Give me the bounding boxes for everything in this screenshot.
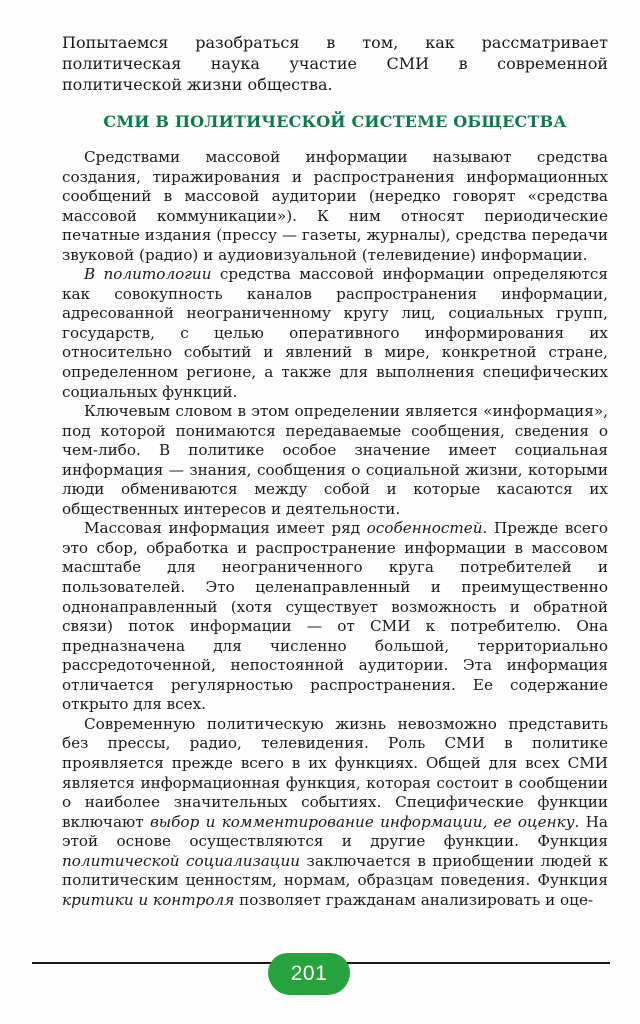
paragraph-text: позволяет гражданам анализировать и оце- <box>234 890 594 909</box>
paragraph-key-word-information: Ключевым словом в этом определении является «информация», под которой понимаются передаваемые сообщения, сведения о чем-либо. В политике особое значение имеет социальная информация — знания, сообщения о социальной жизни, которыми люди обмениваются между собой и которые касаются их общественных интересов и деятельности. <box>62 402 608 518</box>
paragraph-text: Массовая информация имеет ряд <box>84 519 367 538</box>
paragraph-mass-information-features <box>62 519 608 714</box>
paragraph-text: средства массовой информации определяются как совокупность каналов распространения информации, адресованной неограниченному кругу лиц, социальных групп, государств, с целью оперативного информирования их относительно событий и явлений в мире, конкретной стране, определенном регионе, а также для выполнения специфических социальных функций. <box>62 265 608 401</box>
intro-paragraph: Попытаемся разобраться в том, как рассматривает политическая наука участие СМИ в современной политической жизни общества. <box>62 33 608 94</box>
paragraph-text: заключается в приобщении людей к политическим ценностям, нормам, образцам поведения. Функция <box>62 851 608 890</box>
paragraph-mass-media-definition: Средствами массовой информации называют средства создания, тиражирования и распространения информационных сообщений в массовой аудитории (нередко говорят «средства массовой коммуникации»). К ним относят периодические печатные издания (прессу — газеты, журналы), средства передачи звуковой (радио) и аудиовизуальной (телевидение) информации. <box>62 148 608 264</box>
paragraph-text: Прежде всего это сбор, обработка и распространение информации в массовом масштабе для неограниченного круга потребителей и пользователей. Это целенаправленный и преимущественно однонаправленный (хотя существует возможность и обратной связи) поток информации — от СМИ к потребителю. Она предназначена для численно большой, территориально рассредоточенной, непостоянной аудитории. Эта информация отличается регулярностью распространения. Ее содержание открыто для всех. <box>62 519 608 714</box>
paragraph-political-science-definition <box>62 265 608 402</box>
page-number-badge <box>268 953 350 995</box>
paragraph-media-functions <box>62 715 608 910</box>
emphasis-selection-commentary: выбор и комментирование информации, ее оценку. <box>149 812 580 831</box>
section-heading: СМИ В ПОЛИТИЧЕСКОЙ СИСТЕМЕ ОБЩЕСТВА <box>103 112 567 131</box>
page-number: 201 <box>290 962 328 985</box>
emphasis-political-science: В политологии <box>84 265 212 284</box>
emphasis-criticism-control: критики и контроля <box>62 890 235 909</box>
paragraph-text: На этой основе осуществляются и другие функции. Функция <box>62 812 608 851</box>
paragraph-text: Современную политическую жизнь невозможно представить без прессы, радио, телевидения. Роль СМИ в политике проявляется прежде всего в их функциях. Общей для всех СМИ является информационная функция, которая состоит в сообщении о наиболее значительных событиях. Специфические функции включают <box>62 714 608 831</box>
emphasis-political-socialization: политической социализации <box>62 851 301 870</box>
body-text <box>62 148 608 910</box>
emphasis-features: особенностей. <box>366 519 488 538</box>
